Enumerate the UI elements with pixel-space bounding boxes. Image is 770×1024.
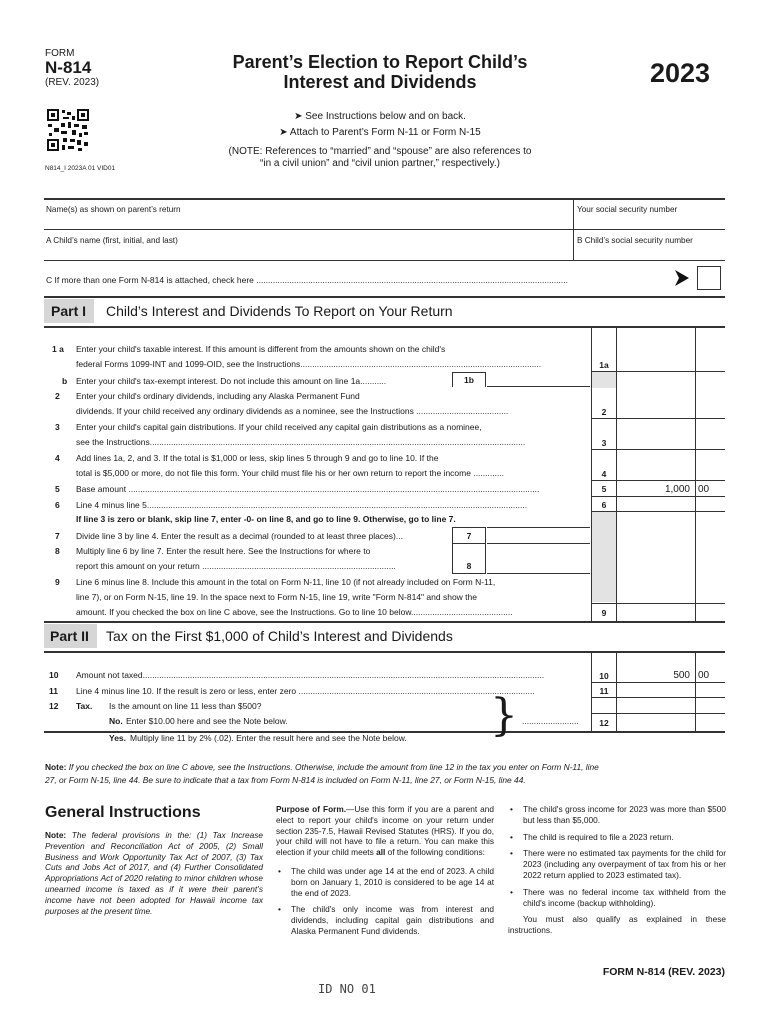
divider bbox=[44, 260, 725, 261]
line-number: 8 bbox=[55, 546, 60, 556]
footer-form-rev: FORM N-814 (REV. 2023) bbox=[602, 966, 725, 978]
line-8-input[interactable] bbox=[487, 543, 590, 574]
divider bbox=[591, 480, 725, 481]
divider bbox=[44, 229, 725, 230]
line-number: 10 bbox=[49, 670, 59, 680]
line-5-dollars: 1,000 bbox=[664, 484, 690, 495]
line-c-checkbox[interactable] bbox=[697, 266, 721, 290]
line-5-cents: 00 bbox=[698, 484, 710, 495]
line-number: 3 bbox=[55, 422, 60, 432]
note-line-2: “in a civil union” and “civil union partner,” respectively.) bbox=[260, 158, 500, 169]
line-3-text: see the Instructions............................................................................................................................................................... bbox=[76, 437, 526, 447]
line-12-yes-label: Yes. bbox=[109, 733, 127, 743]
condition-bullet-5: • There were no estimated tax payments for the child for 2023 (including any overpayment of tax from his or her 2022 return applied to 2023 estimated tax). bbox=[508, 848, 726, 880]
line-1a-input[interactable] bbox=[617, 357, 694, 371]
line-1a-text: Enter your child's taxable interest. If this amount is different from the amounts shown on the child's bbox=[76, 344, 446, 354]
line-11-text: Line 4 minus line 10. If the result is zero or less, enter zero .................................................................................................... bbox=[76, 686, 535, 696]
line-12-yes-text: Multiply line 11 by 2% (.02). Enter the result here and see the Note below. bbox=[130, 733, 407, 743]
instruction-1: ➤ See Instructions below and on back. bbox=[294, 111, 466, 122]
line-number: 7 bbox=[55, 531, 60, 541]
line-10-text: Amount not taxed.......................................................................................................................................................................... bbox=[76, 670, 545, 680]
line-box-label: 1b bbox=[464, 375, 474, 385]
line-5-text: Base amount .............................................................................................................................................................................. bbox=[76, 484, 540, 494]
form-title-line2: Interest and Dividends bbox=[283, 72, 477, 92]
divider bbox=[591, 449, 725, 450]
note-label: Note: bbox=[45, 762, 67, 772]
line-box-label: 7 bbox=[466, 531, 472, 541]
line-11-input[interactable] bbox=[617, 684, 694, 697]
line-number: 4 bbox=[55, 453, 60, 463]
qualify-text: You must also qualify as explained in these instructions. bbox=[508, 914, 726, 936]
part1-title: Child’s Interest and Dividends To Report on Your Return bbox=[106, 303, 453, 319]
parent-name-label: Name(s) as shown on parent’s return bbox=[46, 205, 181, 214]
child-ssn-label: B Child’s social security number bbox=[577, 236, 693, 245]
line-number: 6 bbox=[55, 500, 60, 510]
purpose-label: Purpose of Form. bbox=[276, 804, 347, 814]
line-4-text: total is $5,000 or more, do not file this form. Your child must file his or her own return to report the income ............. bbox=[76, 468, 505, 478]
line-6-instruction: If line 3 is zero or blank, skip line 7, enter -0- on line 8, and go to line 9. Otherwise, go to line 7. bbox=[76, 514, 456, 524]
line-box-label: 2 bbox=[601, 407, 607, 417]
divider bbox=[591, 511, 725, 512]
condition-bullet-4: • The child is required to file a 2023 return. bbox=[508, 832, 726, 843]
general-instructions-heading: General Instructions bbox=[45, 804, 201, 821]
line-number: 9 bbox=[55, 577, 60, 587]
part2-tag: Part II bbox=[44, 624, 97, 648]
parent-name-input[interactable] bbox=[46, 216, 571, 229]
line-12-input[interactable] bbox=[617, 715, 694, 730]
child-name-input[interactable] bbox=[46, 247, 571, 259]
divider bbox=[591, 496, 725, 497]
line-6-text: Line 4 minus line 5................................................................................................................................................................. bbox=[76, 500, 528, 510]
form-number: N-814 bbox=[45, 58, 92, 77]
line-12-label: Tax. bbox=[76, 701, 93, 711]
arrow-right-icon bbox=[674, 269, 690, 287]
line-3-text: Enter your child's capital gain distributions. If your child received any capital gain distributions as a nominee, bbox=[76, 422, 482, 432]
line-box-label: 4 bbox=[601, 469, 607, 479]
divider bbox=[591, 371, 725, 372]
condition-bullet-3: • The child's gross income for 2023 was more than $500 but less than $5,000. bbox=[508, 804, 726, 826]
condition-bullet-2: • The child's only income was from interest and dividends, including capital gain distributions and Alaska Permanent Fund dividends. bbox=[276, 904, 494, 936]
instruction-2: ➤ Attach to Parent’s Form N-11 or Form N-15 bbox=[279, 127, 481, 138]
line-2-text: Enter your child's ordinary dividends, including any Alaska Permanent Fund bbox=[76, 391, 360, 401]
purpose-end: of the following conditions: bbox=[387, 847, 485, 858]
line-4-input[interactable] bbox=[617, 466, 694, 480]
line-9-input[interactable] bbox=[617, 604, 694, 620]
form-revision: (REV. 2023) bbox=[45, 77, 100, 88]
line-7-input[interactable] bbox=[487, 527, 590, 543]
divider bbox=[591, 713, 725, 714]
barcode-id: N814_I 2023A 01 VID01 bbox=[45, 165, 116, 172]
divider bbox=[591, 418, 725, 419]
line-8-text: report this amount on your return .................................................................................. bbox=[76, 561, 396, 571]
line-1a-text: federal Forms 1099-INT and 1099-OID, see the Instructions...................................................................................................... bbox=[76, 359, 542, 369]
note-line-2: 27, or Form N-15, line 44. Be sure to indicate that a tax from Form N-814 is included on Form N-11, line 27, or Form N-15, line 44. bbox=[45, 775, 526, 785]
line-12-dots: ........................ bbox=[522, 716, 579, 726]
line-box-label: 10 bbox=[599, 671, 609, 681]
note-line-1: If you checked the box on line C above, see the Instructions. Otherwise, include the amount from line 12 in the tax you enter on Form N-11, line bbox=[68, 762, 599, 772]
shaded-cell bbox=[592, 512, 616, 602]
line-number: 2 bbox=[55, 391, 60, 401]
parent-ssn-input[interactable] bbox=[577, 216, 723, 229]
line-2-input[interactable] bbox=[617, 404, 694, 418]
qr-code-icon bbox=[46, 108, 90, 152]
line-c-label: C If more than one Form N-814 is attached, check here .................................................................................................................................... bbox=[46, 275, 568, 285]
line-4-text: Add lines 1a, 2, and 3. If the total is $1,000 or less, skip lines 5 through 9 and go to line 10. If the bbox=[76, 453, 439, 463]
condition-bullet-1: • The child was under age 14 at the end of 2023. A child born on January 1, 2010 is considered to be age 14 at the end of 2023. bbox=[276, 866, 494, 898]
line-12-question: Is the amount on line 11 less than $500? bbox=[109, 701, 262, 711]
purpose-text: —Use this form if you are a parent and elect to report your child's income on your return under section 235-7.5, Hawaii Revised Statutes (HRS). If you do, your child will not have to file a return. You can make this election if your child meets bbox=[276, 804, 494, 858]
line-box-label: 3 bbox=[601, 438, 607, 448]
tax-year: 2023 bbox=[650, 58, 711, 88]
note-line-1: (NOTE: References to “married” and “spouse” are also references to bbox=[228, 146, 532, 157]
line-2-text: dividends. If your child received any ordinary dividends as a nominee, see the Instructions ....................................... bbox=[76, 406, 509, 416]
line-box-label: 8 bbox=[466, 561, 472, 571]
condition-bullet-6: • There was no federal income tax withheld from the child's income (backup withholding). bbox=[508, 887, 726, 909]
divider bbox=[591, 697, 725, 698]
line-10-cents: 00 bbox=[698, 670, 710, 681]
line-number: 1 a bbox=[52, 344, 64, 354]
shaded-cell bbox=[592, 372, 616, 388]
parent-ssn-label: Your social security number bbox=[577, 205, 678, 214]
divider bbox=[44, 326, 725, 328]
form-label: FORM bbox=[45, 48, 75, 59]
line-number: 11 bbox=[49, 686, 58, 696]
general-note-text: The federal provisions in the: (1) Tax Increase Prevention and Reconciliation Act of 2005, (2) Small Business and Work Opportunity Tax Act of 2007, (3) Tax Cuts and Jobs Act of 2017, and (4) Further Consolidated Appropriations Act of 2020 relating to minor children whose unearned income is taxed as if it were their parent’s income have not been adopted for Hawaii income tax purposes at the present time. bbox=[45, 830, 263, 916]
line-8-text: Multiply line 6 by line 7. Enter the result here. See the Instructions for where to bbox=[76, 546, 371, 556]
line-10-dollars: 500 bbox=[673, 670, 690, 681]
line-number: 5 bbox=[55, 484, 60, 494]
line-box-label: 1a bbox=[599, 360, 609, 370]
divider bbox=[695, 652, 696, 731]
line-box-label: 6 bbox=[601, 500, 607, 510]
line-9-text: Line 6 minus line 8. Include this amount in the total on Form N-11, line 10 (if not already included on Form N-11, bbox=[76, 577, 496, 587]
child-name-label: A Child’s name (first, initial, and last) bbox=[46, 236, 178, 245]
divider bbox=[44, 296, 725, 298]
divider bbox=[591, 682, 725, 683]
purpose-column bbox=[276, 804, 494, 943]
divider bbox=[44, 198, 725, 200]
brace-icon: } bbox=[490, 690, 518, 741]
line-box-label: 5 bbox=[601, 484, 607, 494]
line-number: b bbox=[62, 376, 68, 386]
general-note bbox=[45, 830, 263, 916]
child-ssn-input[interactable] bbox=[577, 247, 723, 259]
divider bbox=[44, 651, 725, 653]
form-title-line1: Parent’s Election to Report Child’s bbox=[232, 52, 528, 72]
line-9-text: line 7), or on Form N-15, line 19. In the space next to Form N-15, line 19, write "Form N-814" and show the bbox=[76, 592, 477, 602]
general-note-label: Note: bbox=[45, 830, 67, 840]
line-12-no-label: No. bbox=[109, 716, 123, 726]
line-9-text: amount. If you checked the box on line C above, see the Instructions. Go to line 10 below........................................... bbox=[76, 607, 513, 617]
purpose-all: all bbox=[376, 847, 386, 858]
line-box-label: 11 bbox=[599, 686, 609, 696]
line-box-label: 9 bbox=[601, 608, 607, 618]
line-number: 12 bbox=[49, 701, 59, 711]
conditions-column bbox=[508, 804, 726, 936]
note-block bbox=[45, 761, 725, 787]
line-box-label: 12 bbox=[599, 718, 609, 728]
line-12-no-text: Enter $10.00 here and see the Note below. bbox=[126, 716, 288, 726]
part2-title: Tax on the First $1,000 of Child’s Interest and Dividends bbox=[106, 628, 453, 644]
divider bbox=[44, 621, 725, 623]
line-1b-text: Enter your child's tax-exempt interest. Do not include this amount on line 1a........... bbox=[76, 376, 387, 386]
footer-id: ID NO 01 bbox=[318, 982, 376, 996]
line-7-text: Divide line 3 by line 4. Enter the result as a decimal (rounded to at least three places)... bbox=[76, 531, 403, 541]
line-3-input[interactable] bbox=[617, 435, 694, 449]
line-1b-input[interactable] bbox=[487, 372, 590, 387]
part1-tag: Part I bbox=[44, 299, 94, 323]
